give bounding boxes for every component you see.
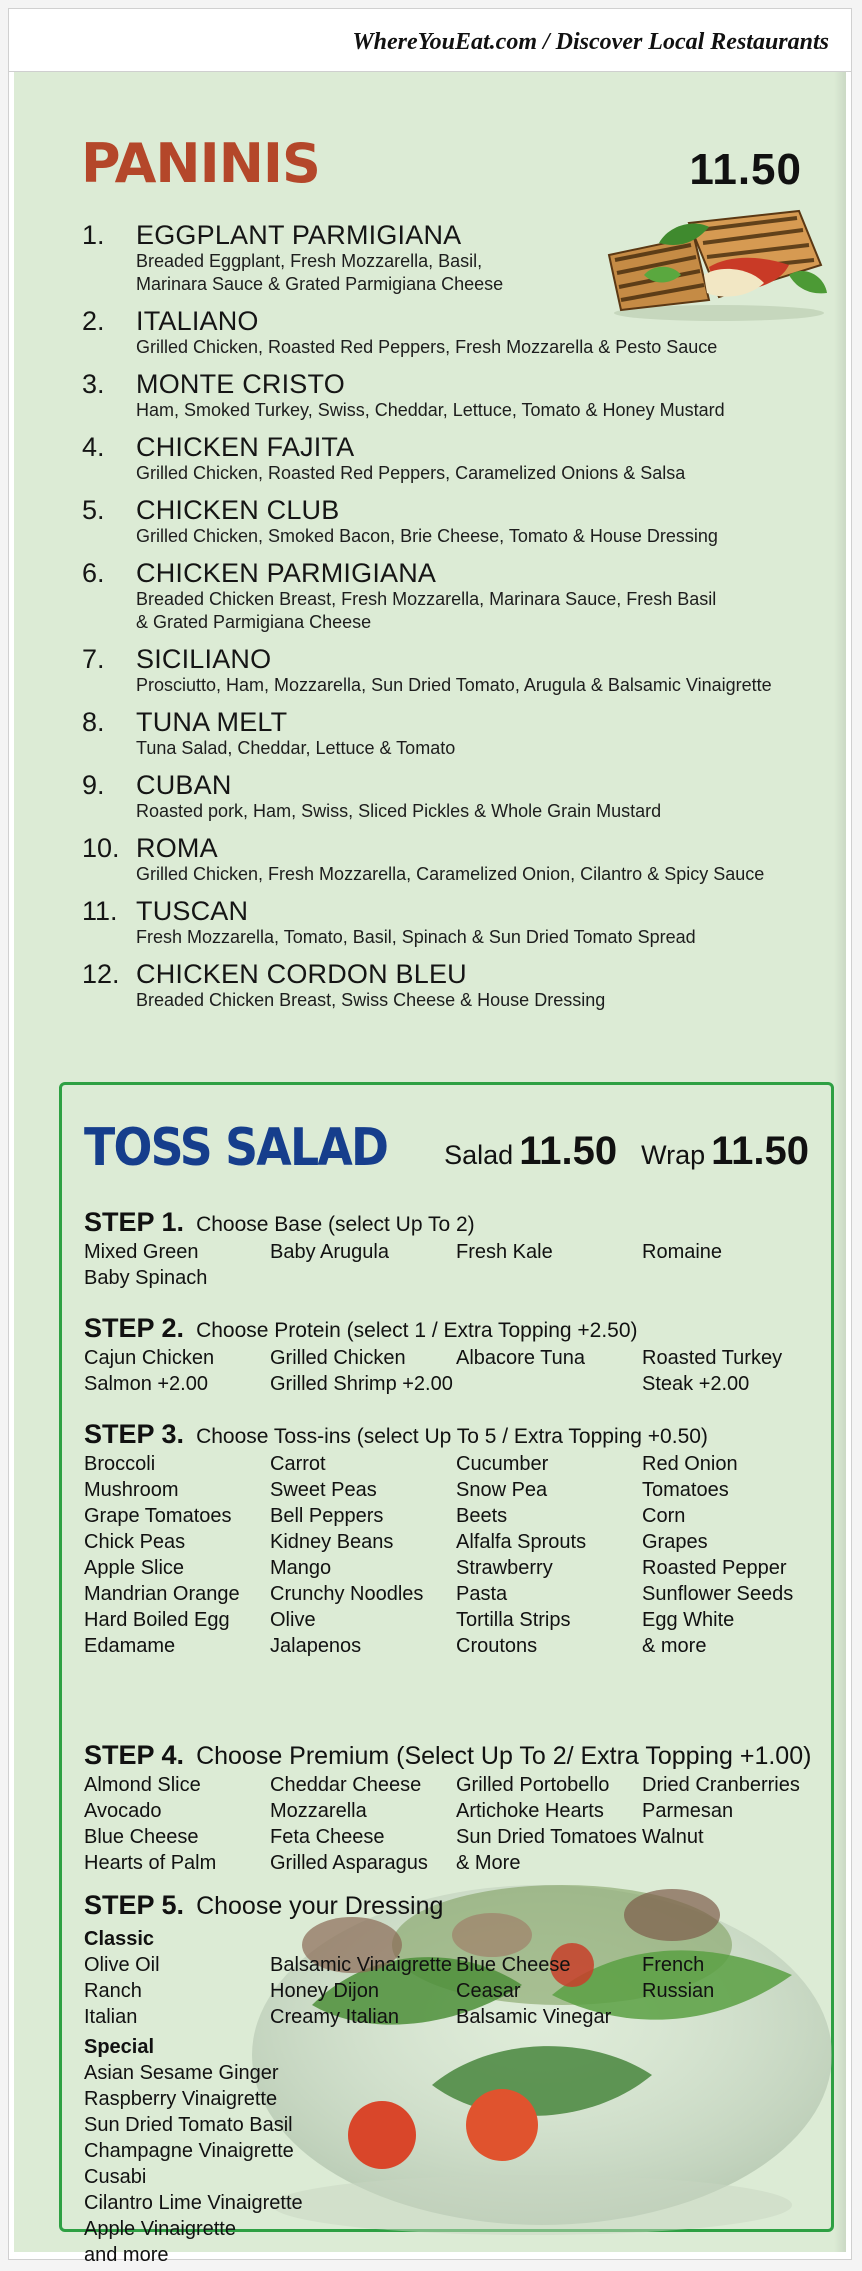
item-description: Grilled Chicken, Smoked Bacon, Brie Cheese, Tomato & House Dressing: [136, 526, 718, 546]
option-item: Egg White: [642, 1609, 735, 1631]
option-item: Grapes: [642, 1531, 708, 1553]
option-item: Cucumber: [456, 1453, 549, 1475]
dressing-item: [642, 2004, 822, 2030]
item-number: 12.: [82, 959, 120, 989]
item-description: Prosciutto, Ham, Mozzarella, Sun Dried Tomato, Arugula & Balsamic Vinaigrette: [136, 675, 772, 695]
dressing-item: Sun Dried Tomato Basil: [84, 2114, 293, 2136]
item-name: SICILIANO: [136, 644, 272, 674]
option-item: [642, 1850, 822, 1876]
wrap-price: 11.50: [711, 1129, 809, 1173]
dressing-item: Asian Sesame Ginger: [84, 2062, 279, 2084]
option-item: Bell Peppers: [270, 1505, 384, 1527]
item-number: 3.: [82, 369, 105, 399]
option-item: Kidney Beans: [270, 1531, 394, 1553]
item-number: 2.: [82, 306, 105, 336]
option-item: Roasted Turkey: [642, 1347, 783, 1369]
item-number: 10.: [82, 833, 120, 863]
salad-label: Salad: [444, 1140, 514, 1170]
item-description: Tuna Salad, Cheddar, Lettuce & Tomato: [136, 738, 456, 758]
option-item: Mixed Green: [84, 1241, 199, 1263]
dressing-item: Blue Cheese: [456, 1954, 571, 1976]
option-item: Sun Dried Tomatoes: [456, 1826, 637, 1848]
dressing-item: Honey Dijon: [270, 1980, 379, 2002]
toss-salad-section: [59, 1082, 834, 2266]
option-item: Snow Pea: [456, 1479, 548, 1501]
option-item: Feta Cheese: [270, 1826, 385, 1848]
item-name: TUNA MELT: [136, 707, 288, 737]
dressing-item: Ranch: [84, 1980, 142, 2002]
step-2: [84, 1313, 824, 1397]
step-description: Choose Protein (select 1 / Extra Topping +2.50): [196, 1319, 638, 1342]
item-description: Grilled Chicken, Fresh Mozzarella, Caramelized Onion, Cilantro & Spicy Sauce: [136, 864, 765, 884]
step-description: Choose Premium (Select Up To 2/ Extra Topping +1.00): [196, 1742, 812, 1770]
option-item: Baby Arugula: [270, 1241, 389, 1263]
step-4: [84, 1740, 824, 1876]
item-number: 6.: [82, 558, 105, 588]
item-number: 7.: [82, 644, 105, 674]
option-grid: [84, 1451, 824, 1659]
site-title[interactable]: WhereYouEat.com / Discover Local Restaurants: [352, 29, 829, 55]
item-name: CUBAN: [136, 770, 232, 800]
option-item: Grilled Portobello: [456, 1774, 610, 1796]
dressing-item: Italian: [84, 2006, 138, 2028]
option-item: Albacore Tuna: [456, 1347, 585, 1369]
dressing-item: Apple Vinaigrette: [84, 2218, 236, 2240]
option-item: Dried Cranberries: [642, 1774, 800, 1796]
dressing-item: Olive Oil: [84, 1954, 160, 1976]
panini-item: [82, 644, 842, 697]
option-item: Fresh Kale: [456, 1241, 553, 1263]
option-item: Steak +2.00: [642, 1373, 750, 1395]
item-name: CHICKEN CLUB: [136, 495, 340, 525]
item-name: EGGPLANT PARMIGIANA: [136, 220, 462, 250]
panini-item: [82, 896, 842, 949]
item-number: 4.: [82, 432, 105, 462]
option-item: Salmon +2.00: [84, 1373, 208, 1395]
panini-item: [82, 770, 842, 823]
option-item: Grilled Shrimp +2.00: [270, 1373, 453, 1395]
step-3: [84, 1419, 824, 1659]
dressing-item: and more: [84, 2244, 169, 2266]
option-item: Almond Slice: [84, 1774, 201, 1796]
step-description: Choose Toss-ins (select Up To 5 / Extra Topping +0.50): [196, 1425, 708, 1448]
option-item: Corn: [642, 1505, 686, 1527]
dressing-item: Cilantro Lime Vinaigrette: [84, 2192, 303, 2214]
option-item: Broccoli: [84, 1453, 156, 1475]
item-description: Roasted pork, Ham, Swiss, Sliced Pickles & Whole Grain Mustard: [136, 801, 662, 821]
item-name: TUSCAN: [136, 896, 249, 926]
step-1: [84, 1207, 824, 1291]
option-item: Parmesan: [642, 1800, 734, 1822]
panini-item: [82, 833, 842, 886]
option-item: Baby Spinach: [84, 1267, 208, 1289]
item-number: 1.: [82, 220, 105, 250]
panini-item: [82, 558, 842, 634]
option-item: Roasted Pepper: [642, 1557, 787, 1579]
option-item: Carrot: [270, 1453, 326, 1475]
panini-item: [82, 306, 842, 359]
dressing-item: Champagne Vinaigrette: [84, 2140, 294, 2162]
dressing-item: Raspberry Vinaigrette: [84, 2088, 278, 2110]
dressing-item: Ceasar: [456, 1980, 521, 2002]
item-description: Grilled Chicken, Roasted Red Peppers, Caramelized Onions & Salsa: [136, 463, 686, 483]
special-dressing-list: [84, 2060, 824, 2268]
dressing-item: Russian: [642, 1980, 715, 2002]
option-item: & more: [642, 1635, 707, 1657]
dressing-item: Balsamic Vinaigrette: [270, 1954, 452, 1976]
site-header: [9, 9, 851, 72]
option-item: Mango: [270, 1557, 332, 1579]
option-item: Cajun Chicken: [84, 1347, 215, 1369]
option-item: Artichoke Hearts: [456, 1800, 604, 1822]
option-item: Strawberry: [456, 1557, 553, 1579]
option-item: & More: [456, 1852, 521, 1874]
option-item: Avocado: [84, 1800, 162, 1822]
option-item: Sweet Peas: [270, 1479, 377, 1501]
option-item: Blue Cheese: [84, 1826, 199, 1848]
item-name: CHICKEN FAJITA: [136, 432, 355, 462]
item-name: ROMA: [136, 833, 218, 863]
option-item: Jalapenos: [270, 1635, 362, 1657]
option-item: Grilled Chicken: [270, 1347, 406, 1369]
salad-price: 11.50: [519, 1129, 618, 1173]
option-item: Mushroom: [84, 1479, 179, 1501]
option-item: Sunflower Seeds: [642, 1583, 794, 1605]
item-description: Breaded Chicken Breast, Swiss Cheese & House Dressing: [136, 990, 606, 1010]
option-item: Grilled Asparagus: [270, 1852, 428, 1874]
toss-salad-title: TOSS SALAD: [84, 1118, 388, 1178]
step-label: STEP 5.: [84, 1890, 185, 1920]
step-description: Choose your Dressing: [196, 1892, 444, 1920]
paninis-title: PANINIS: [81, 132, 320, 195]
step-label: STEP 4.: [84, 1740, 185, 1770]
step-label: STEP 3.: [84, 1419, 185, 1449]
item-description: Breaded Eggplant, Fresh Mozzarella, Basil, Marinara Sauce & Grated Parmigiana Cheese: [136, 251, 504, 294]
wrap-label: Wrap: [641, 1140, 706, 1170]
option-item: Alfalfa Sprouts: [456, 1531, 587, 1553]
option-item: Edamame: [84, 1635, 176, 1657]
option-grid: [84, 1772, 824, 1876]
option-item: Grape Tomatoes: [84, 1505, 232, 1527]
option-item: Tortilla Strips: [456, 1609, 571, 1631]
option-item: Croutons: [456, 1635, 538, 1657]
option-item: Olive: [270, 1609, 316, 1631]
dressing-item: Creamy Italian: [270, 2006, 399, 2028]
option-item: Tomatoes: [642, 1479, 729, 1501]
step-label: STEP 2.: [84, 1313, 185, 1343]
option-item: Chick Peas: [84, 1531, 186, 1553]
dressing-item: Balsamic Vinegar: [456, 2006, 612, 2028]
item-number: 8.: [82, 707, 105, 737]
option-item: Romaine: [642, 1241, 723, 1263]
item-description: Breaded Chicken Breast, Fresh Mozzarella, Marinara Sauce, Fresh Basil & Grated Parmigiana Cheese: [136, 589, 717, 632]
paninis-price: 11.50: [689, 145, 802, 194]
item-number: 5.: [82, 495, 105, 525]
option-item: Beets: [456, 1505, 508, 1527]
panini-item: [82, 707, 842, 760]
option-item: [456, 1371, 642, 1397]
step-label: STEP 1.: [84, 1207, 185, 1237]
step-5: [84, 1890, 824, 2268]
option-item: Hearts of Palm: [84, 1852, 217, 1874]
option-item: Pasta: [456, 1583, 508, 1605]
item-name: CHICKEN PARMIGIANA: [136, 558, 437, 588]
option-item: Hard Boiled Egg: [84, 1609, 230, 1631]
menu-sheet: [14, 72, 846, 2266]
option-item: Apple Slice: [84, 1557, 185, 1579]
item-number: 11.: [82, 896, 118, 926]
menu-page: [8, 8, 852, 2266]
item-number: 9.: [82, 770, 105, 800]
option-item: Red Onion: [642, 1453, 738, 1475]
option-item: Cheddar Cheese: [270, 1774, 422, 1796]
classic-dressing-grid: [84, 1952, 824, 2030]
step-description: Choose Base (select Up To 2): [196, 1213, 475, 1236]
option-grid: [84, 1345, 824, 1397]
classic-dressing-label: Classic: [84, 1928, 155, 1950]
special-dressing-label: Special: [84, 2036, 155, 2058]
item-description: Grilled Chicken, Roasted Red Peppers, Fresh Mozzarella & Pesto Sauce: [136, 337, 718, 357]
item-description: Ham, Smoked Turkey, Swiss, Cheddar, Lettuce, Tomato & Honey Mustard: [136, 400, 725, 420]
item-name: ITALIANO: [136, 306, 259, 336]
option-item: Crunchy Noodles: [270, 1583, 424, 1605]
panini-item: [82, 432, 842, 485]
panini-list: [82, 220, 842, 1022]
option-item: Mandrian Orange: [84, 1583, 240, 1605]
dressing-item: French: [642, 1954, 705, 1976]
panini-item: [82, 959, 842, 1012]
item-description: Fresh Mozzarella, Tomato, Basil, Spinach & Sun Dried Tomato Spread: [136, 927, 696, 947]
salad-prices: [444, 1129, 809, 1174]
item-name: MONTE CRISTO: [136, 369, 345, 399]
option-item: Mozzarella: [270, 1800, 367, 1822]
item-name: CHICKEN CORDON BLEU: [136, 959, 467, 989]
panini-item: [82, 369, 842, 422]
dressing-item: Cusabi: [84, 2166, 147, 2188]
option-item: Walnut: [642, 1826, 704, 1848]
panini-item: [82, 495, 842, 548]
option-grid: [84, 1239, 824, 1291]
panini-item: [82, 220, 842, 296]
